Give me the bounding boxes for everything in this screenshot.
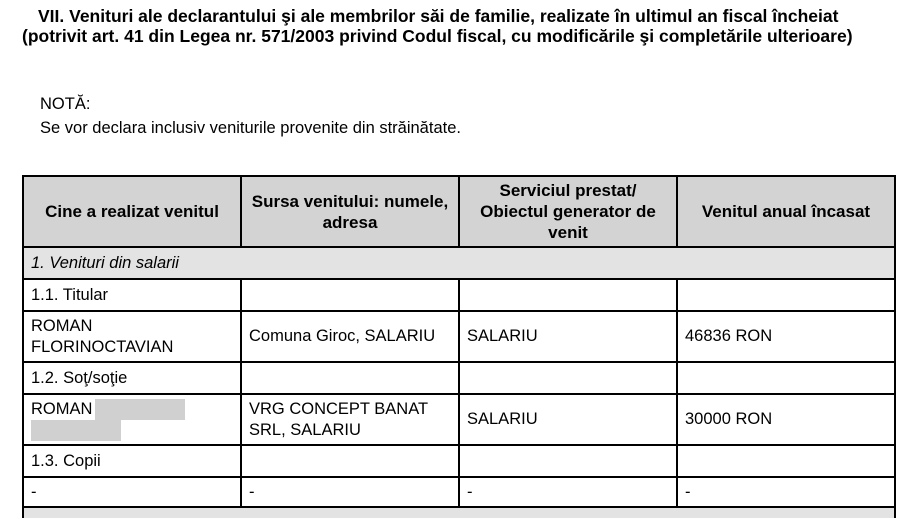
cell-who: [23, 394, 241, 445]
cell-source: -: [241, 477, 459, 507]
continuation-cell: [23, 507, 895, 518]
note-block: [40, 92, 461, 140]
table-row-continuation: [23, 507, 895, 518]
cell-service: SALARIU: [459, 311, 677, 362]
subsection-row-spouse: [23, 362, 895, 394]
header-source: Sursa venitului: numele, adresa: [241, 176, 459, 247]
subsection-row-children: [23, 445, 895, 477]
header-income: Venitul anual încasat: [677, 176, 895, 247]
subsection-row-titular: [23, 279, 895, 311]
cell-income: 30000 RON: [677, 394, 895, 445]
empty-cell: [677, 362, 895, 394]
table-row-children: [23, 477, 895, 507]
section-title: VII. Venituri ale declarantului şi ale membrilor săi de familie, realizate în ultimul an fiscal încheiat: [38, 6, 839, 26]
section-heading: [22, 6, 902, 46]
cell-who: ROMAN FLORINOCTAVIAN: [23, 311, 241, 362]
empty-cell: [241, 279, 459, 311]
empty-cell: [459, 279, 677, 311]
table-header-row: [23, 176, 895, 247]
redaction-block: [31, 420, 121, 441]
header-who: Cine a realizat venitul: [23, 176, 241, 247]
cell-who-name: ROMAN: [31, 399, 93, 418]
header-service: Serviciul prestat/ Obiectul generator de venit: [459, 176, 677, 247]
cell-who: -: [23, 477, 241, 507]
empty-cell: [241, 362, 459, 394]
empty-cell: [459, 445, 677, 477]
cell-service: -: [459, 477, 677, 507]
empty-cell: [677, 445, 895, 477]
note-label: NOTĂ:: [40, 95, 91, 113]
cell-source: Comuna Giroc, SALARIU: [241, 311, 459, 362]
empty-cell: [677, 279, 895, 311]
section-row-salaries: [23, 247, 895, 279]
cell-source: VRG CONCEPT BANAT SRL, SALARIU: [241, 394, 459, 445]
cell-income: 46836 RON: [677, 311, 895, 362]
subsection-label-spouse: 1.2. Soţ/soţie: [23, 362, 241, 394]
income-table: [22, 175, 896, 518]
note-text: Se vor declara inclusiv veniturile provenite din străinătate.: [40, 119, 461, 137]
redaction-block: [95, 399, 185, 420]
empty-cell: [459, 362, 677, 394]
table-row-spouse: [23, 394, 895, 445]
subsection-label-titular: 1.1. Titular: [23, 279, 241, 311]
empty-cell: [241, 445, 459, 477]
table-row-titular: [23, 311, 895, 362]
cell-service: SALARIU: [459, 394, 677, 445]
section-legal-reference: (potrivit art. 41 din Legea nr. 571/2003 privind Codul fiscal, cu modificările şi completările ulterioare): [22, 26, 853, 46]
subsection-label-children: 1.3. Copii: [23, 445, 241, 477]
section-label: 1. Venituri din salarii: [23, 247, 895, 279]
cell-income: -: [677, 477, 895, 507]
